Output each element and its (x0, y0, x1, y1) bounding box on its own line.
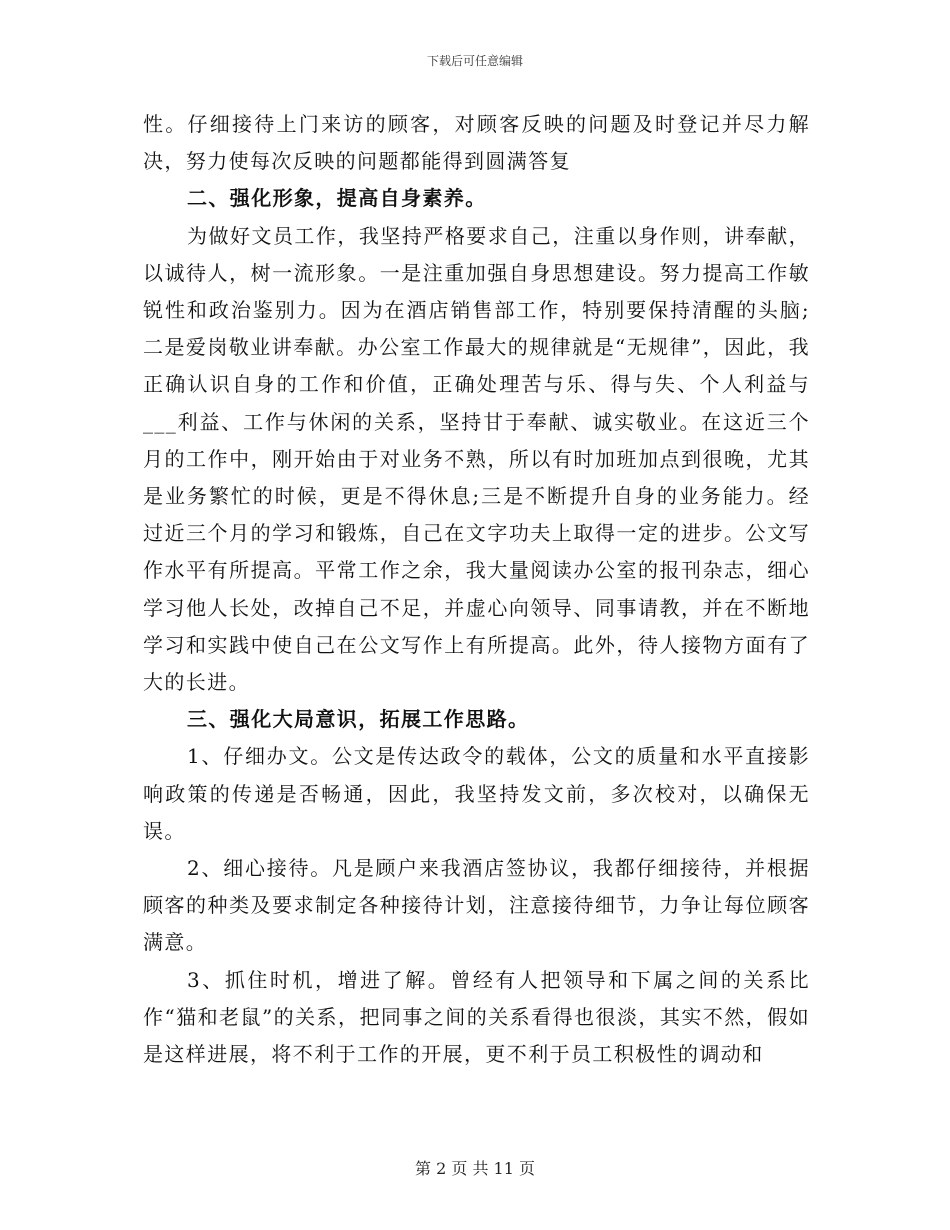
page-header: 下载后可任意编辑 (426, 54, 523, 68)
document-body (143, 106, 810, 1073)
paragraph-continuation: 性。仔细接待上门来访的顾客，对顾客反映的问题及时登记并尽力解决，努力使每次反映的问题都能得到圆满答复 (143, 112, 810, 174)
paragraph-image-building: 为做好文员工作，我坚持严格要求自己，注重以身作则，讲奉献，以诚待人，树一流形象。一是注重加强自身思想建设。努力提高工作敏锐性和政治鉴别力。因为在酒店销售部工作，特别要保持清醒的头脑;二是爱岗敬业讲奉献。办公室工作最大的规律就是“无规律”，因此，我正确认识自身的工作和价值，正确处理苦与乐、得与失、个人利益与___利益、工作与休闲的关系，坚持甘于奉献、诚实敬业。在这近三个月的工作中，刚开始由于对业务不熟，所以有时加班加点到很晚，尤其是业务繁忙的时候，更是不得休息;三是不断提升自身的业务能力。经过近三个月的学习和锻炼，自己在文字功夫上取得一定的进步。公文写作水平有所提高。平常工作之余，我大量阅读办公室的报刊杂志，细心学习他人长处，改掉自己不足，并虚心向领导、同事请教，并在不断地学习和实践中使自己在公文写作上有所提高。此外，待人接物方面有了大的长进。 (143, 223, 810, 695)
section-heading-2: 二、强化形象，提高自身素养。 (187, 186, 487, 211)
list-item-document-handling: 1、仔细办文。公文是传达政令的载体，公文的质量和水平直接影响政策的传递是否畅通，因此，我坚持发文前，多次校对，以确保无误。 (143, 744, 810, 843)
list-item-communication: 3、抓住时机，增进了解。曾经有人把领导和下属之间的关系比作“猫和老鼠”的关系，把同事之间的关系看得也很淡，其实不然，假如是这样进展，将不利于工作的开展，更不利于员工积极性的调动和 (143, 967, 810, 1067)
section-heading-3: 三、强化大局意识，拓展工作思路。 (187, 707, 530, 732)
page-footer: 第 2 页 共 11 页 (415, 1159, 535, 1178)
list-item-reception: 2、细心接待。凡是顾户来我酒店签协议，我都仔细接待，并根据顾客的种类及要求制定各种接待计划，注意接待细节，力争让每位顾客满意。 (143, 856, 810, 955)
